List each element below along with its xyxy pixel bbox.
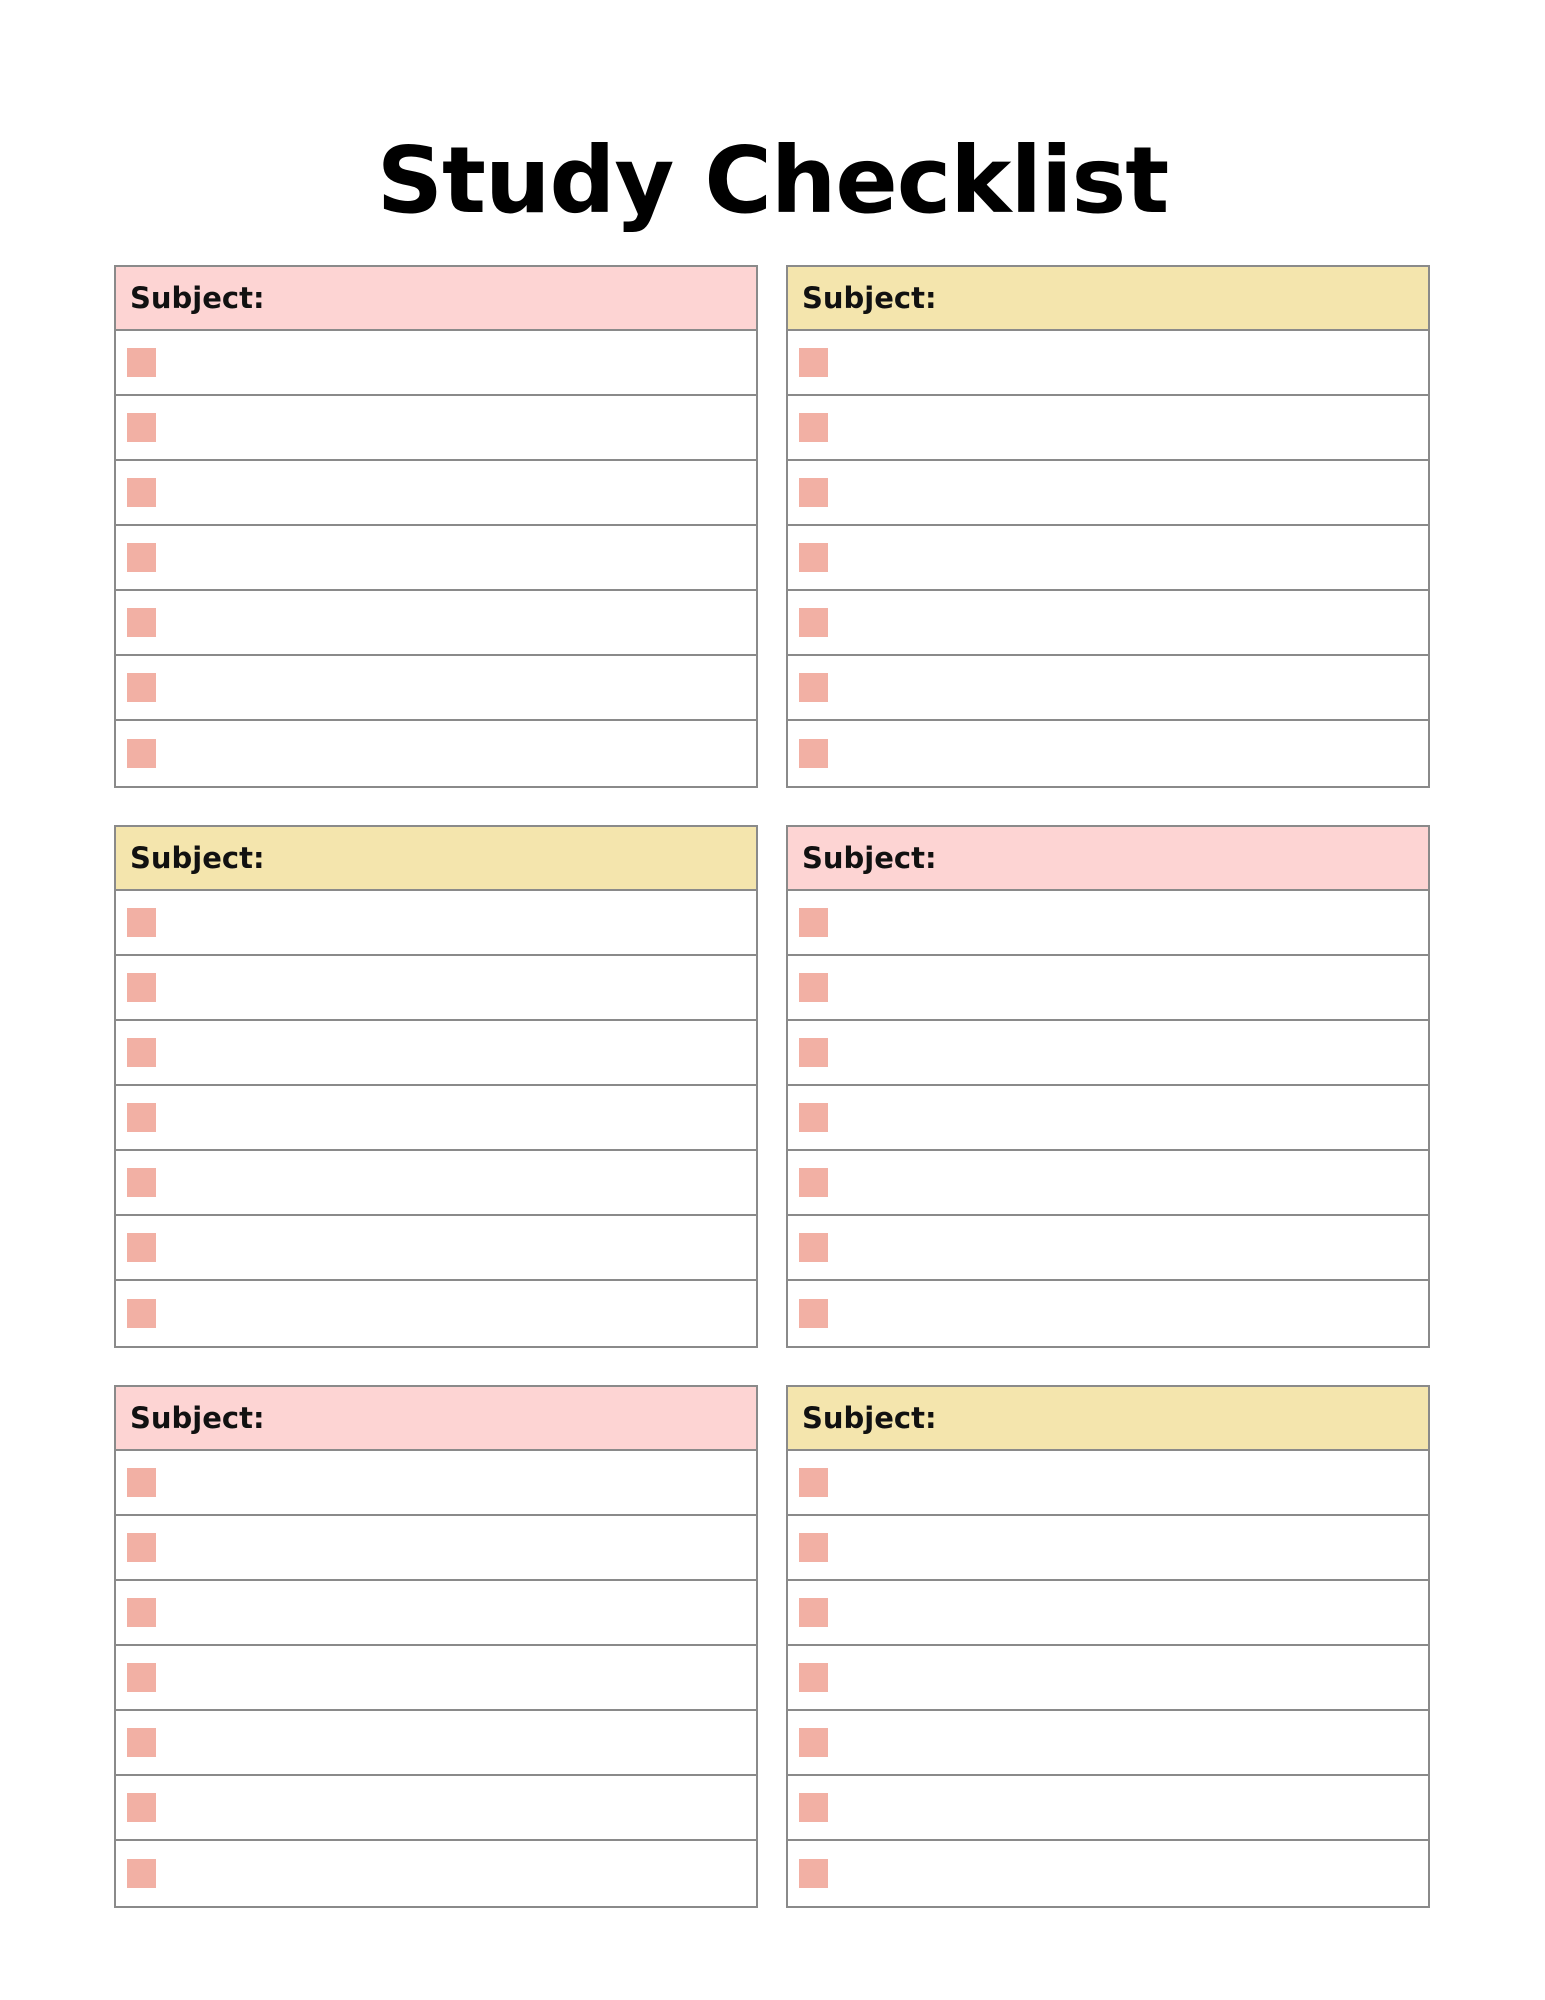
checkbox[interactable] bbox=[127, 1859, 156, 1888]
checklist-row[interactable] bbox=[788, 1776, 1428, 1841]
checklist-row[interactable] bbox=[788, 526, 1428, 591]
checklist-row[interactable] bbox=[116, 1281, 756, 1346]
checklist-row[interactable] bbox=[116, 891, 756, 956]
checkbox[interactable] bbox=[127, 1793, 156, 1822]
subject-header[interactable] bbox=[788, 267, 1428, 331]
checklist-row[interactable] bbox=[116, 1711, 756, 1776]
checkbox[interactable] bbox=[127, 1663, 156, 1692]
checkbox[interactable] bbox=[127, 413, 156, 442]
checklist-row[interactable] bbox=[116, 1216, 756, 1281]
checkbox[interactable] bbox=[799, 908, 828, 937]
checklist-row[interactable] bbox=[788, 331, 1428, 396]
checklist-row[interactable] bbox=[788, 1646, 1428, 1711]
subject-label: Subject: bbox=[802, 281, 937, 315]
checklist-row[interactable] bbox=[116, 1451, 756, 1516]
checkbox[interactable] bbox=[127, 1038, 156, 1067]
checklist-row[interactable] bbox=[116, 1021, 756, 1086]
checkbox[interactable] bbox=[799, 1663, 828, 1692]
checkbox[interactable] bbox=[127, 1103, 156, 1132]
checkbox[interactable] bbox=[799, 348, 828, 377]
checklist-row[interactable] bbox=[116, 1841, 756, 1906]
checkbox[interactable] bbox=[799, 1168, 828, 1197]
checkbox[interactable] bbox=[127, 673, 156, 702]
checklist-row[interactable] bbox=[788, 1711, 1428, 1776]
checklist-row[interactable] bbox=[116, 1151, 756, 1216]
subject-card-4 bbox=[786, 825, 1430, 1348]
checkbox[interactable] bbox=[799, 1038, 828, 1067]
checklist-row[interactable] bbox=[116, 1581, 756, 1646]
subject-label: Subject: bbox=[130, 841, 265, 875]
subject-card-6 bbox=[786, 1385, 1430, 1908]
subject-label: Subject: bbox=[130, 1401, 265, 1435]
checklist-row[interactable] bbox=[788, 1516, 1428, 1581]
checklist-row[interactable] bbox=[116, 656, 756, 721]
checkbox[interactable] bbox=[127, 348, 156, 377]
checkbox[interactable] bbox=[799, 608, 828, 637]
checkbox[interactable] bbox=[799, 1859, 828, 1888]
checkbox[interactable] bbox=[127, 1233, 156, 1262]
checklist-row[interactable] bbox=[788, 956, 1428, 1021]
checklist-row[interactable] bbox=[116, 1086, 756, 1151]
checklist-row[interactable] bbox=[116, 721, 756, 786]
checklist-row[interactable] bbox=[116, 956, 756, 1021]
checklist-row[interactable] bbox=[788, 1216, 1428, 1281]
checklist-row[interactable] bbox=[116, 1776, 756, 1841]
checkbox[interactable] bbox=[799, 973, 828, 1002]
checklist-row[interactable] bbox=[116, 1646, 756, 1711]
checklist-row[interactable] bbox=[788, 1581, 1428, 1646]
checkbox[interactable] bbox=[127, 1533, 156, 1562]
checklist-row[interactable] bbox=[788, 1021, 1428, 1086]
checkbox[interactable] bbox=[127, 973, 156, 1002]
checklist-row[interactable] bbox=[788, 1451, 1428, 1516]
checkbox[interactable] bbox=[799, 1233, 828, 1262]
checkbox[interactable] bbox=[799, 1299, 828, 1328]
subject-header[interactable] bbox=[116, 1387, 756, 1451]
subject-header[interactable] bbox=[116, 827, 756, 891]
checklist-row[interactable] bbox=[788, 656, 1428, 721]
checkbox[interactable] bbox=[127, 543, 156, 572]
checkbox[interactable] bbox=[799, 739, 828, 768]
checklist-row[interactable] bbox=[788, 591, 1428, 656]
checklist-row[interactable] bbox=[788, 396, 1428, 461]
checkbox[interactable] bbox=[799, 1728, 828, 1757]
checklist-row[interactable] bbox=[788, 1841, 1428, 1906]
checkbox[interactable] bbox=[127, 908, 156, 937]
subject-label: Subject: bbox=[802, 1401, 937, 1435]
checkbox[interactable] bbox=[799, 1533, 828, 1562]
checklist-row[interactable] bbox=[116, 461, 756, 526]
checkbox[interactable] bbox=[799, 1598, 828, 1627]
checkbox[interactable] bbox=[127, 1598, 156, 1627]
checkbox[interactable] bbox=[127, 608, 156, 637]
checklist-row[interactable] bbox=[116, 1516, 756, 1581]
checkbox[interactable] bbox=[799, 413, 828, 442]
checklist-grid bbox=[114, 265, 1430, 1908]
checklist-row[interactable] bbox=[116, 331, 756, 396]
checklist-row[interactable] bbox=[116, 591, 756, 656]
checkbox[interactable] bbox=[127, 1468, 156, 1497]
checkbox[interactable] bbox=[799, 1468, 828, 1497]
checklist-row[interactable] bbox=[116, 526, 756, 591]
subject-label: Subject: bbox=[130, 281, 265, 315]
subject-card-5 bbox=[114, 1385, 758, 1908]
subject-header[interactable] bbox=[788, 827, 1428, 891]
checkbox[interactable] bbox=[127, 1728, 156, 1757]
subject-label: Subject: bbox=[802, 841, 937, 875]
checklist-row[interactable] bbox=[788, 891, 1428, 956]
subject-header[interactable] bbox=[116, 267, 756, 331]
checklist-row[interactable] bbox=[788, 1086, 1428, 1151]
subject-card-3 bbox=[114, 825, 758, 1348]
checklist-row[interactable] bbox=[788, 721, 1428, 786]
subject-card-1 bbox=[114, 265, 758, 788]
checkbox[interactable] bbox=[127, 1168, 156, 1197]
checkbox[interactable] bbox=[799, 543, 828, 572]
checkbox[interactable] bbox=[799, 673, 828, 702]
subject-header[interactable] bbox=[788, 1387, 1428, 1451]
checkbox[interactable] bbox=[799, 1103, 828, 1132]
checklist-row[interactable] bbox=[788, 1151, 1428, 1216]
checkbox[interactable] bbox=[127, 739, 156, 768]
checkbox[interactable] bbox=[799, 478, 828, 507]
page-title: Study Checklist bbox=[376, 127, 1169, 234]
checkbox[interactable] bbox=[127, 478, 156, 507]
subject-card-2 bbox=[786, 265, 1430, 788]
checklist-row[interactable] bbox=[116, 396, 756, 461]
checklist-row[interactable] bbox=[788, 461, 1428, 526]
checkbox[interactable] bbox=[799, 1793, 828, 1822]
checkbox[interactable] bbox=[127, 1299, 156, 1328]
checklist-row[interactable] bbox=[788, 1281, 1428, 1346]
